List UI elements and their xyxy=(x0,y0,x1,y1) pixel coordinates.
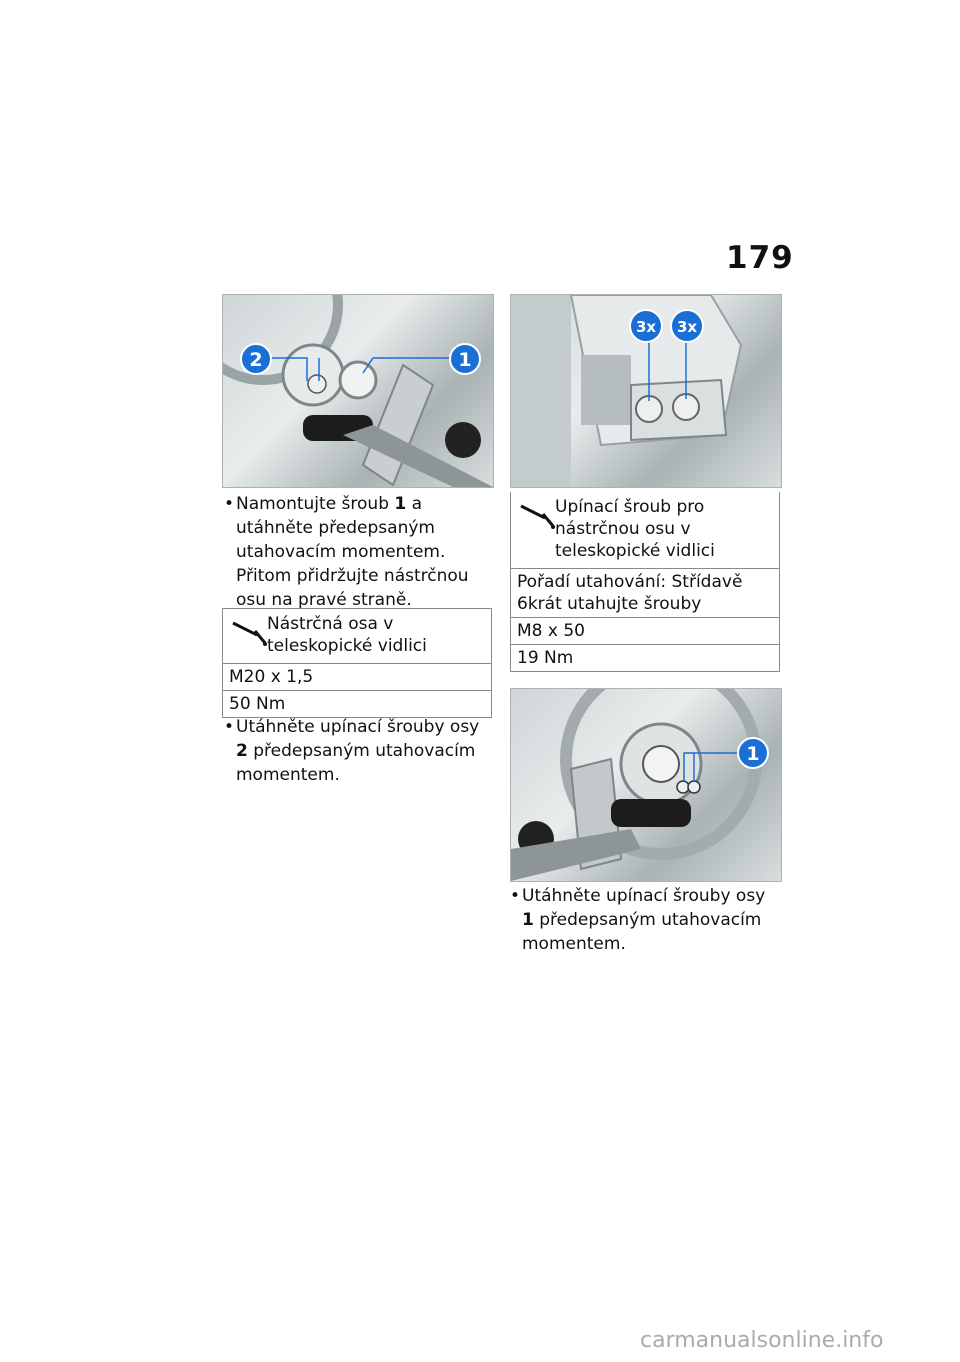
torque-spec-1 xyxy=(222,608,492,718)
step-text: a utáhněte předepsaným utahovacím momentem. Přitom přidržujte nástrčnou osu na pravé straně. xyxy=(236,494,469,610)
torque-wrench-icon xyxy=(231,617,267,653)
photo-clamp-bolts xyxy=(510,294,782,488)
spec-header xyxy=(510,492,780,569)
part-number: 2 xyxy=(236,741,248,761)
bullet-dot: • xyxy=(510,886,521,906)
spec-row: Pořadí utahování: Střídavě 6krát utahujte šrouby xyxy=(510,569,780,618)
step-text: předepsaným utahovacím momentem. xyxy=(236,741,476,785)
svg-text:2: 2 xyxy=(249,349,263,371)
spec-row: 19 Nm xyxy=(510,645,780,672)
spec-row: 50 Nm xyxy=(222,691,492,718)
clamp-illustration xyxy=(511,295,781,487)
bullet-dot: • xyxy=(224,494,235,514)
bullet-dot: • xyxy=(224,717,235,737)
spec-header xyxy=(222,608,492,664)
watermark: carmanualsonline.info xyxy=(640,1328,884,1353)
step-text: Utáhněte upínací šrouby osy xyxy=(522,886,766,906)
svg-text:1: 1 xyxy=(746,743,760,765)
spec-row: M8 x 50 xyxy=(510,618,780,645)
axle-illustration xyxy=(223,295,493,487)
step-2 xyxy=(224,715,492,787)
step-text: Namontujte šroub xyxy=(236,494,395,514)
spec-title: Nástrčná osa v teleskopické vidlici xyxy=(267,614,427,656)
torque-wrench-icon xyxy=(519,500,555,536)
step-1 xyxy=(224,492,492,612)
step-text: předepsaným utahovacím momentem. xyxy=(522,910,762,954)
part-number: 1 xyxy=(522,910,534,930)
part-number: 1 xyxy=(394,494,407,514)
spec-row: M20 x 1,5 xyxy=(222,664,492,691)
axle-right-illustration xyxy=(511,689,781,881)
svg-text:3x: 3x xyxy=(676,318,698,336)
photo-axle-right xyxy=(510,688,782,882)
spec-title: Upínací šroub pro nástrčnou osu v teleskopické vidlici xyxy=(555,497,715,561)
step-text: Utáhněte upínací šrouby osy xyxy=(236,717,480,737)
page-number: 179 xyxy=(726,240,794,276)
torque-spec-2 xyxy=(510,492,780,672)
svg-text:1: 1 xyxy=(458,349,472,371)
step-3 xyxy=(510,884,780,956)
photo-axle-left xyxy=(222,294,494,488)
svg-text:3x: 3x xyxy=(635,318,657,336)
